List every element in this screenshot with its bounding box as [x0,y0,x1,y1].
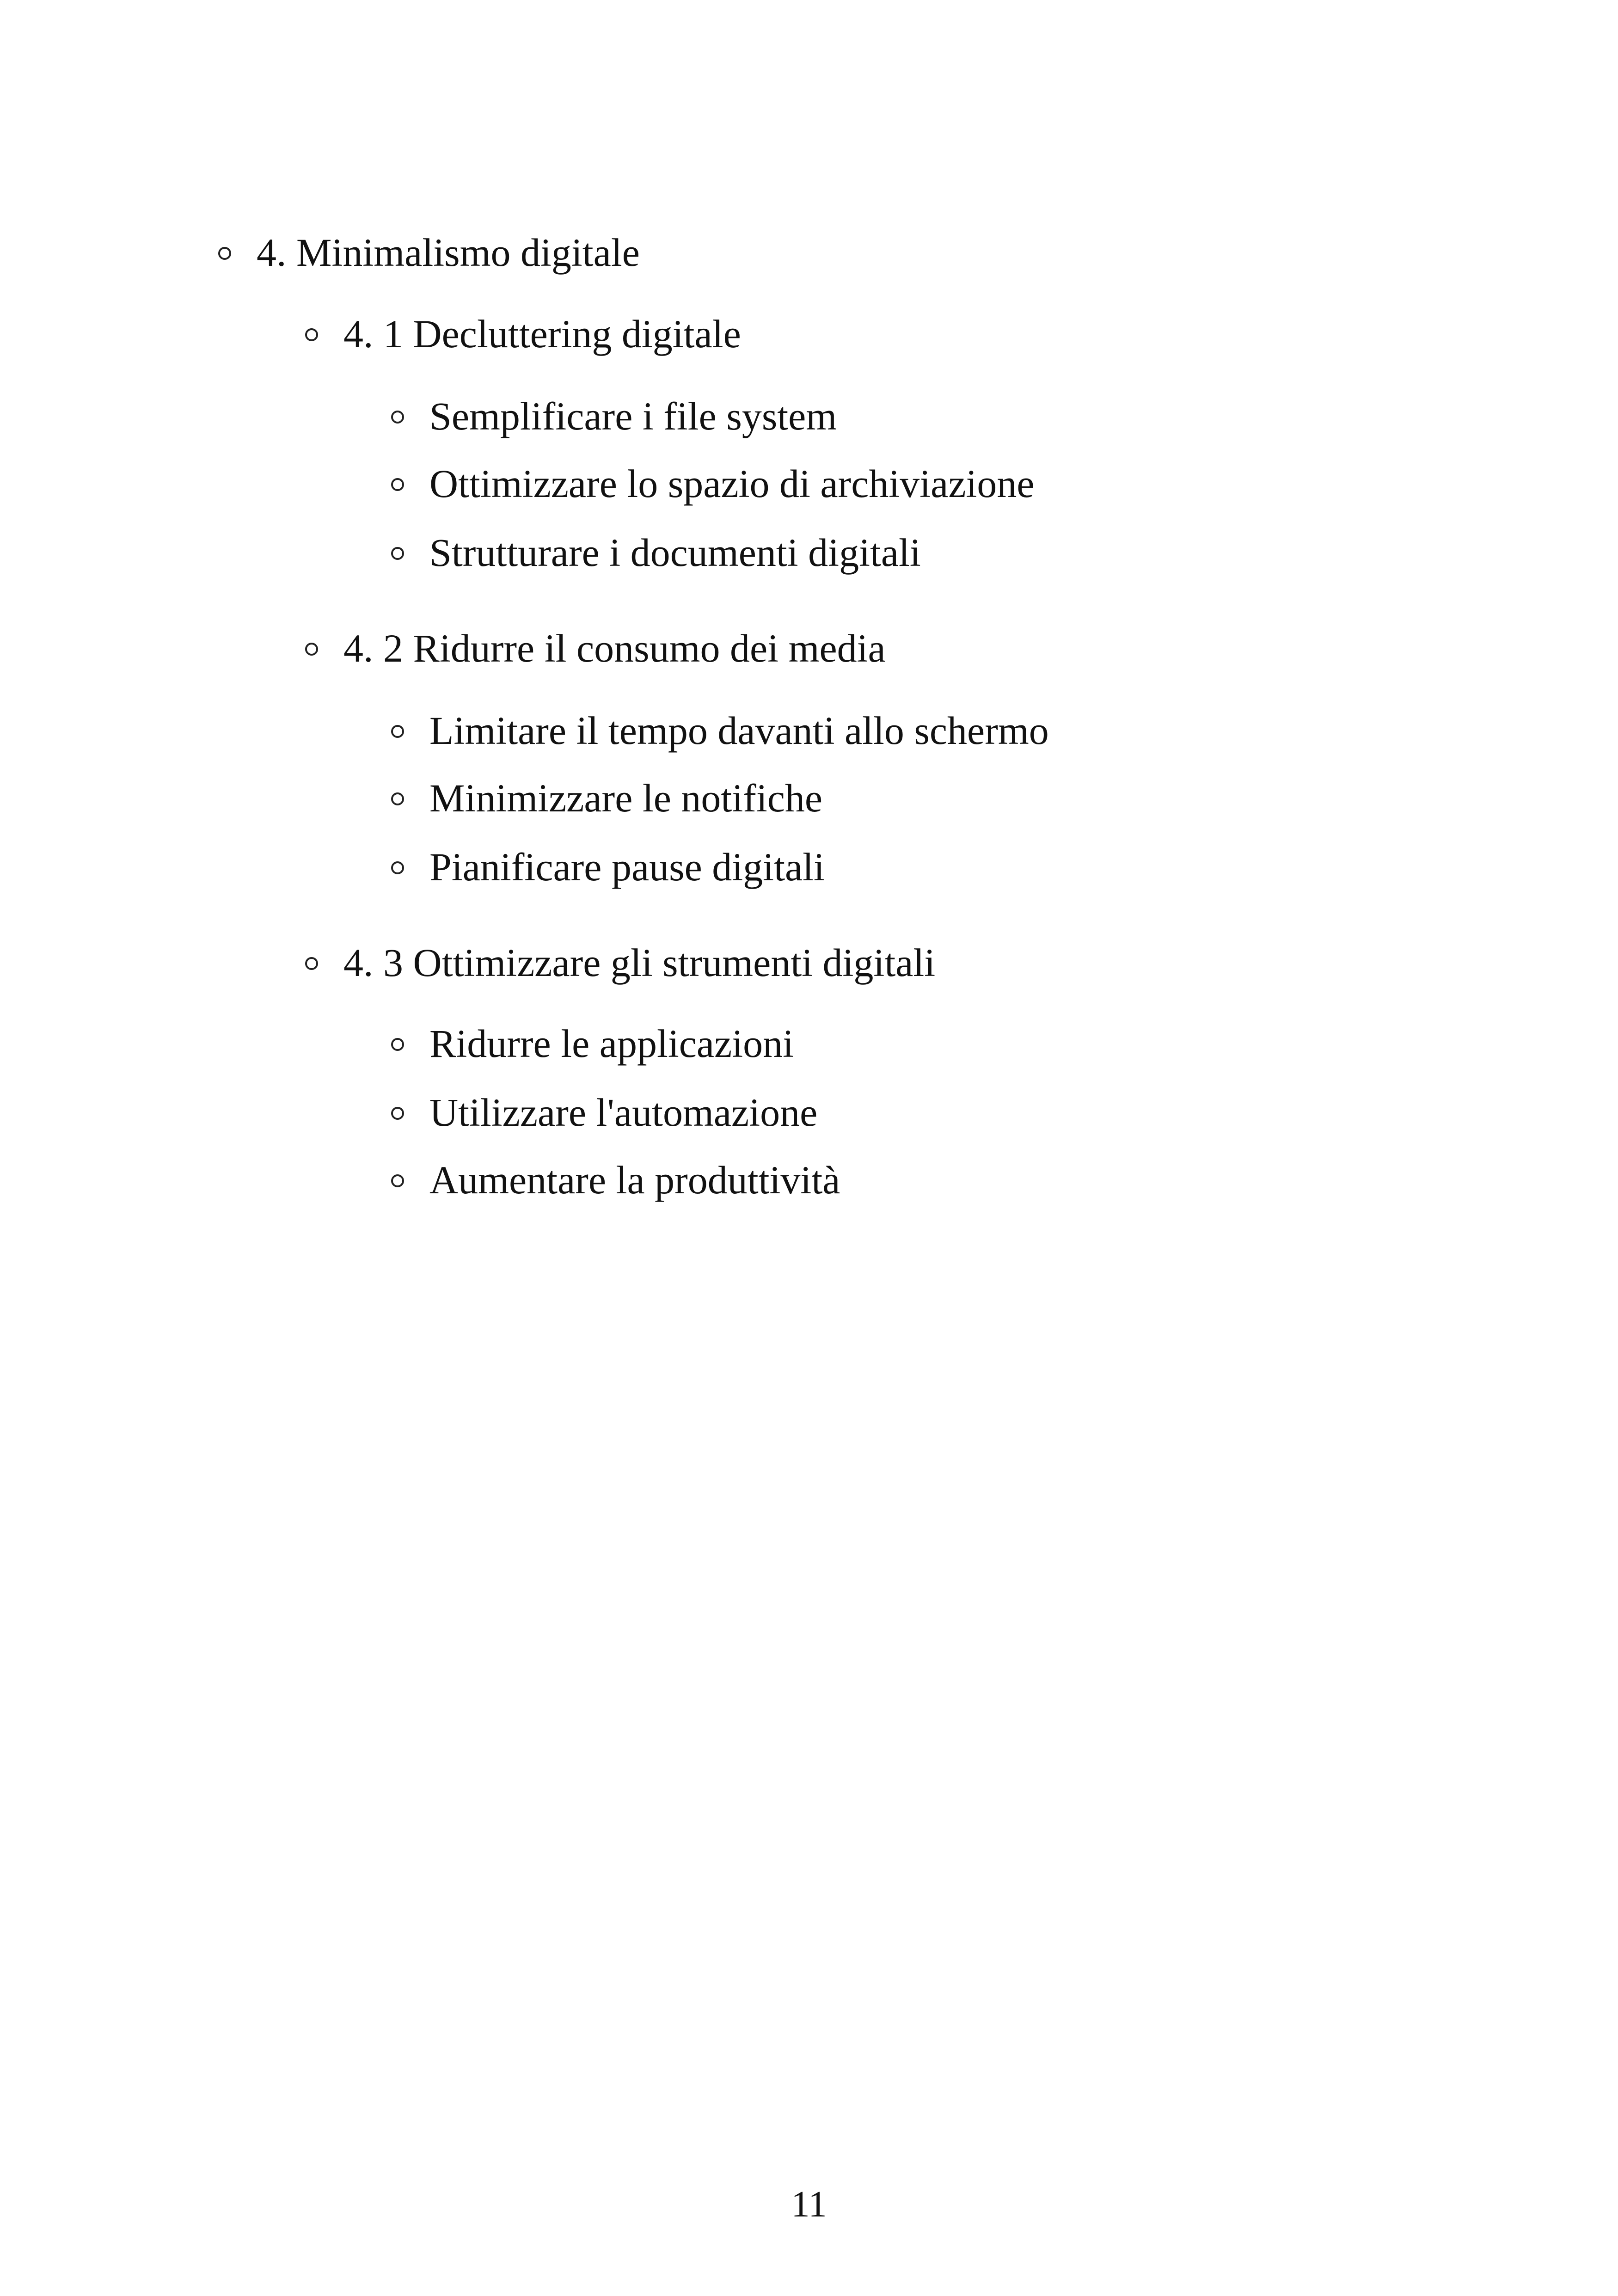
subsection-title: 4. 3 Ottimizzare gli strumenti digitali [343,940,936,985]
hollow-bullet-icon [391,1174,404,1187]
subsection-title: 4. 2 Ridurre il consumo dei media [343,626,886,670]
page-number: 11 [791,2184,827,2225]
hollow-bullet-icon [391,411,404,424]
hollow-bullet-icon [305,643,318,656]
list-item: Limitare il tempo davanti allo schermo [429,708,1049,753]
hollow-bullet-icon [391,861,404,874]
hollow-bullet-icon [305,957,318,970]
hollow-bullet-icon [218,247,231,260]
list-item: Aumentare la produttività [429,1158,840,1202]
subsection-title: 4. 1 Decluttering digitale [343,312,741,356]
list-item: Strutturare i documenti digitali [429,530,921,575]
list-item: Semplificare i file system [429,394,837,438]
list-item: Minimizzare le notifiche [429,776,823,820]
list-item: Ridurre le applicazioni [429,1021,794,1066]
hollow-bullet-icon [391,1107,404,1120]
list-item: Utilizzare l'automazione [429,1090,818,1135]
hollow-bullet-icon [391,1038,404,1051]
hollow-bullet-icon [391,725,404,738]
section-title: 4. Minimalismo digitale [257,230,640,275]
hollow-bullet-icon [305,328,318,341]
hollow-bullet-icon [391,478,404,491]
list-item: Ottimizzare lo spazio di archiviazione [429,461,1035,506]
hollow-bullet-icon [391,547,404,560]
list-item: Pianificare pause digitali [429,845,825,889]
hollow-bullet-icon [391,792,404,805]
